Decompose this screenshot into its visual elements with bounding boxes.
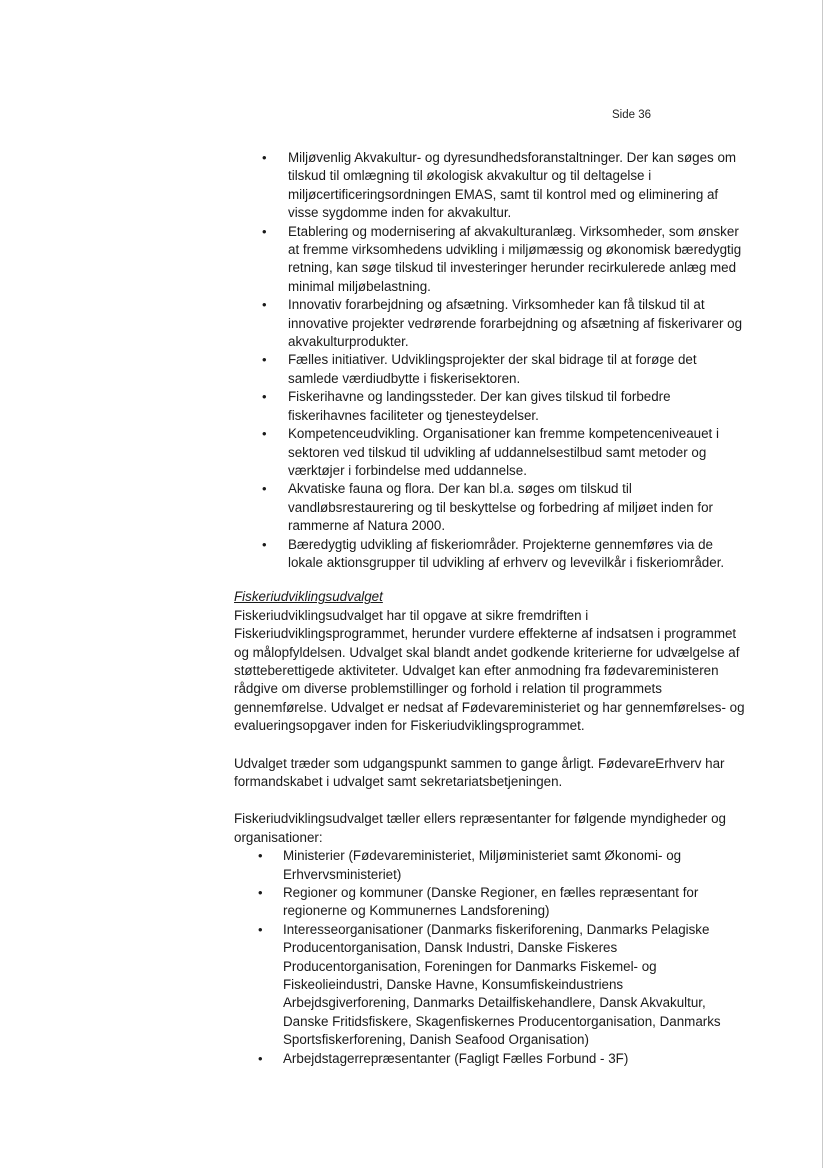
list-item: • Miljøvenlig Akvakultur- og dyresundhedsforanstaltninger. Der kan søges om tilskud til omlægning til økologisk akvakultur og til deltagelse i miljøcertificeringsordningen EMAS, samt til kontrol med og eliminering af visse sygdomme inden for akvakultur. xyxy=(234,149,746,223)
list-item: • Akvatiske fauna og flora. Der kan bl.a. søges om tilskud til vandløbsrestaurering og til beskyttelse og forbedring af miljøet inden for rammerne af Natura 2000. xyxy=(234,480,746,535)
list-item: • Innovativ forarbejdning og afsætning. Virksomheder kan få tilskud til at innovative projekter vedrørende forarbejdning og afsætning af fiskerivarer og akvakulturprodukter. xyxy=(234,296,746,351)
list-item: • Regioner og kommuner (Danske Regioner, en fælles repræsentant for regionerne og Kommunernes Landsforening) xyxy=(234,884,746,921)
list-item: • Fiskerihavne og landingssteder. Der kan gives tilskud til forbedre fiskerihavnes faciliteter og tjenesteydelser. xyxy=(234,388,746,425)
scan-edge-line xyxy=(822,0,823,1168)
list-item: • Interesseorganisationer (Danmarks fiskeriforening, Danmarks Pelagiske Producentorganisation, Dansk Industri, Danske Fiskeres Producentorganisation, Foreningen for Danmarks Fiskemel- og Fiskeolieindustri, Danske Havne, Konsumfiskeindustriens Arbejdsgiverforening, Danmarks Detailfiskehandlere, Dansk Akvakultur, Danske Fritidsfiskere, Skagenfiskernes Producentorganisation, Danmarks Sportsfiskerforening, Danish Seafood Organisation) xyxy=(234,921,746,1050)
document-body xyxy=(234,149,746,1068)
section-heading: Fiskeriudviklingsudvalget xyxy=(234,589,383,605)
list-item: • Kompetenceudvikling. Organisationer kan fremme kompetenceniveauet i sektoren ved tilskud til udvikling af uddannelsestilbud samt metoder og værktøjer i forbindelse med uddannelse. xyxy=(234,425,746,480)
section-paragraph: Udvalget træder som udgangspunkt sammen to gange årligt. FødevareErhverv har formandskabet i udvalget samt sekretariatsbetjeningen. xyxy=(234,755,725,789)
list-item: • Etablering og modernisering af akvakulturanlæg. Virksomheder, som ønsker at fremme virksomhedens udvikling i miljømæssig og økonomisk bæredygtig retning, kan søge tilskud til investeringer herunder recirkulerede anlæg med minimal miljøbelastning. xyxy=(234,223,746,297)
members-list xyxy=(234,847,746,1068)
list-item: • Bæredygtig udvikling af fiskeriområder. Projekterne gennemføres via de lokale aktionsgrupper til udvikling af erhverv og levevilkår i fiskeriområder. xyxy=(234,536,746,573)
list-item: • Ministerier (Fødevareministeriet, Miljøministeriet samt Økonomi- og Erhvervsministeriet) xyxy=(234,847,746,884)
section-paragraph: Fiskeriudviklingsudvalget tæller ellers repræsentanter for følgende myndigheder og organisationer: xyxy=(234,811,726,845)
page-number: Side 36 xyxy=(612,109,652,121)
list-item: • Arbejdstagerrepræsentanter (Fagligt Fælles Forbund - 3F) xyxy=(234,1050,746,1068)
list-item: • Fælles initiativer. Udviklingsprojekter der skal bidrage til at forøge det samlede værdiudbytte i fiskerisektoren. xyxy=(234,351,746,388)
section-paragraph: Fiskeriudviklingsudvalget har til opgave at sikre fremdriften i Fiskeriudviklingsprogrammet, herunder vurdere effekterne af indsatsen i programmet og målopfyldelsen. Udvalget skal blandt andet godkende kriterierne for udvælgelse af støtteberettigede aktiviteter. Udvalget kan efter anmodning fra fødevareministeren rådgive om diverse problemstillinger og forhold i relation til programmets gennemførelse. Udvalget er nedsat af Fødevareministeriet og har gennemførelses- og evalueringsopgaver inden for Fiskeriudviklingsprogrammet. xyxy=(234,607,745,734)
measures-list xyxy=(234,149,746,572)
